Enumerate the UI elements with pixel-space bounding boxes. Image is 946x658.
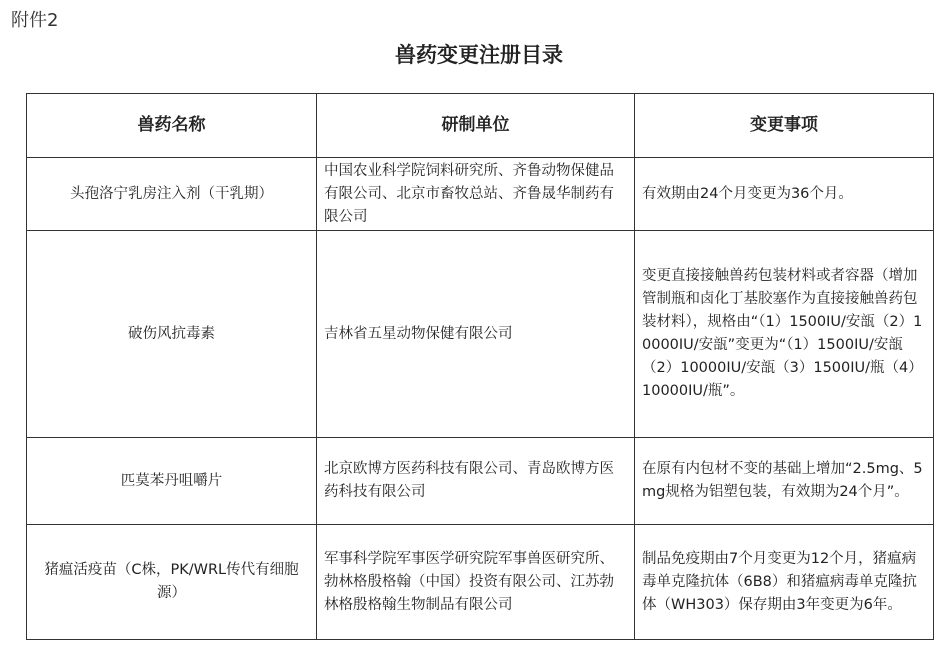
change-item-cell: 制品免疫期由7个月变更为12个月，猪瘟病毒单克隆抗体（6B8）和猪瘟病毒单克隆抗体（WH303）保存期由3年变更为6年。 (635, 525, 934, 640)
developer-cell: 中国农业科学院饲料研究所、齐鲁动物保健品有限公司、北京市畜牧总站、齐鲁晟华制药有限公司 (317, 158, 635, 231)
header-change-item: 变更事项 (635, 94, 934, 158)
table-row (27, 438, 934, 525)
table-row (27, 158, 934, 231)
drug-name-cell: 头孢洛宁乳房注入剂（干乳期） (27, 158, 317, 231)
drug-name-cell: 匹莫苯丹咀嚼片 (27, 438, 317, 525)
drug-name-cell: 破伤风抗毒素 (27, 231, 317, 438)
drug-name-cell: 猪瘟活疫苗（C株，PK/WRL传代有细胞源） (27, 525, 317, 640)
table-row (27, 525, 934, 640)
vet-drug-change-table (26, 93, 934, 640)
developer-cell: 军事科学院军事医学研究院军事兽医研究所、勃林格殷格翰（中国）投资有限公司、江苏勃林格殷格翰生物制品有限公司 (317, 525, 635, 640)
developer-cell: 吉林省五星动物保健有限公司 (317, 231, 635, 438)
change-item-cell: 变更直接接触兽药包装材料或者容器（增加管制瓶和卤化丁基胶塞作为直接接触兽药包装材料），规格由“（1）1500IU/安瓿（2）10000IU/安瓿”变更为“（1）1500IU/安瓿（2）10000IU/安瓿（3）1500IU/瓶（4）10000IU/瓶”。 (635, 231, 934, 438)
developer-cell: 北京欧博方医药科技有限公司、青岛欧博方医药科技有限公司 (317, 438, 635, 525)
table-header-row (27, 94, 934, 158)
table-row (27, 231, 934, 438)
change-item-cell: 有效期由24个月变更为36个月。 (635, 158, 934, 231)
header-drug-name: 兽药名称 (27, 94, 317, 158)
attachment-label: 附件2 (11, 10, 59, 31)
change-item-cell: 在原有内包材不变的基础上增加“2.5mg、5mg规格为铝塑包装，有效期为24个月”。 (635, 438, 934, 525)
header-developer: 研制单位 (317, 94, 635, 158)
document-title: 兽药变更注册目录 (395, 43, 563, 67)
